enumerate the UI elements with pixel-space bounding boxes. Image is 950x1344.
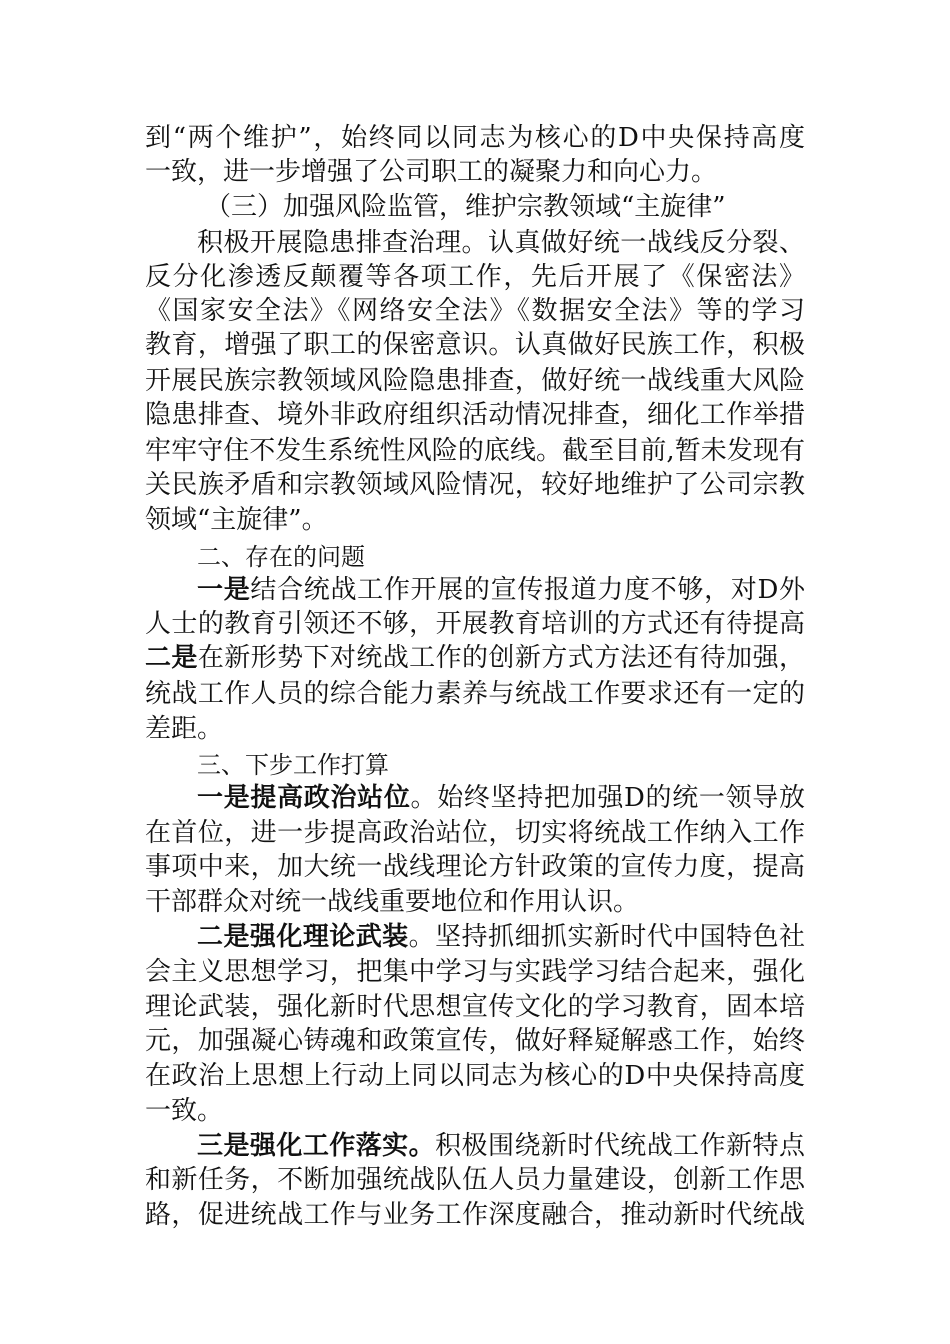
- paragraph-text: 积极围绕新时代统战工作新特点: [435, 1131, 805, 1161]
- paragraph-line: 在首位，进一步提高政治站位，切实将统战工作纳入工作: [145, 818, 805, 848]
- paragraph-line: [197, 573, 805, 607]
- paragraph-line: 在政治上思想上行动上同以同志为核心的D中央保持高度: [145, 1061, 805, 1091]
- paragraph-line: 一致。: [145, 1096, 224, 1126]
- section-heading: （三）加强风险监管，维护宗教领域“主旋律”: [205, 192, 726, 222]
- paragraph-line: 人士的教育引领还不够，开展教育培训的方式还有待提高: [145, 609, 805, 639]
- paragraph-line: [197, 1129, 805, 1163]
- paragraph-line: [197, 781, 805, 815]
- paragraph-line: 路，促进统战工作与业务工作深度融合，推动新时代统战: [145, 1200, 805, 1230]
- paragraph-line: 到“两个维护”，始终同以同志为核心的D中央保持高度: [145, 123, 805, 153]
- paragraph-line: 干部群众对统一战线重要地位和作用认识。: [145, 887, 640, 917]
- paragraph-line: 元，加强凝心铸魂和政策宣传，做好释疑解惑工作，始终: [145, 1026, 805, 1056]
- paragraph-line: 一致，进一步增强了公司职工的凝聚力和向心力。: [145, 157, 718, 187]
- lead-phrase: 一是: [197, 575, 251, 605]
- paragraph-line: 和新任务，不断加强统战队伍人员力量建设，创新工作思: [145, 1165, 805, 1195]
- paragraph-text: 结合统战工作开展的宣传报道力度不够，对D外: [250, 575, 805, 605]
- paragraph-line: 理论武装，强化新时代思想宣传文化的学习教育，固本培: [145, 992, 805, 1022]
- paragraph-line: 积极开展隐患排查治理。认真做好统一战线反分裂、: [197, 228, 805, 258]
- paragraph-line: 关民族矛盾和宗教领域风险情况，较好地维护了公司宗教: [145, 470, 805, 500]
- lead-phrase: 二是强化理论武装: [197, 922, 409, 952]
- section-heading: 三、下步工作打算: [197, 751, 389, 779]
- paragraph-line: 隐患排查、境外非政府组织活动情况排查，细化工作举措: [145, 400, 805, 430]
- paragraph-line: 差距。: [145, 714, 224, 744]
- paragraph-line: 事项中来，加大统一战线理论方针政策的宣传力度，提高: [145, 852, 805, 882]
- paragraph-line: 《国家安全法》《网络安全法》《数据安全法》等的学习: [145, 296, 805, 326]
- paragraph-line: 反分化渗透反颠覆等各项工作，先后开展了《保密法》: [145, 262, 805, 292]
- paragraph-line: 开展民族宗教领域风险隐患排查，做好统一战线重大风险: [145, 366, 805, 396]
- section-heading: 二、存在的问题: [197, 543, 365, 571]
- lead-phrase: 三是强化工作落实。: [197, 1131, 436, 1161]
- lead-phrase: 二是: [145, 643, 198, 673]
- paragraph-line: 牢牢守住不发生系统性风险的底线。截至目前,暂未发现有: [145, 436, 805, 466]
- paragraph-text: 。始终坚持把加强D的统一领导放: [410, 783, 805, 813]
- paragraph-line: 统战工作人员的综合能力素养与统战工作要求还有一定的: [145, 679, 805, 709]
- paragraph-line: [197, 920, 805, 954]
- paragraph-line: [145, 641, 805, 675]
- paragraph-text: 在新形势下对统战工作的创新方式方法还有待加强，: [197, 643, 805, 673]
- paragraph-line: 教育，增强了职工的保密意识。认真做好民族工作，积极: [145, 330, 805, 360]
- paragraph-line: 领域“主旋律”。: [145, 505, 328, 535]
- lead-phrase: 一是提高政治站位: [197, 783, 411, 813]
- paragraph-text: 。坚持抓细抓实新时代中国特色社: [408, 922, 805, 952]
- paragraph-line: 会主义思想学习，把集中学习与实践学习结合起来，强化: [145, 957, 805, 987]
